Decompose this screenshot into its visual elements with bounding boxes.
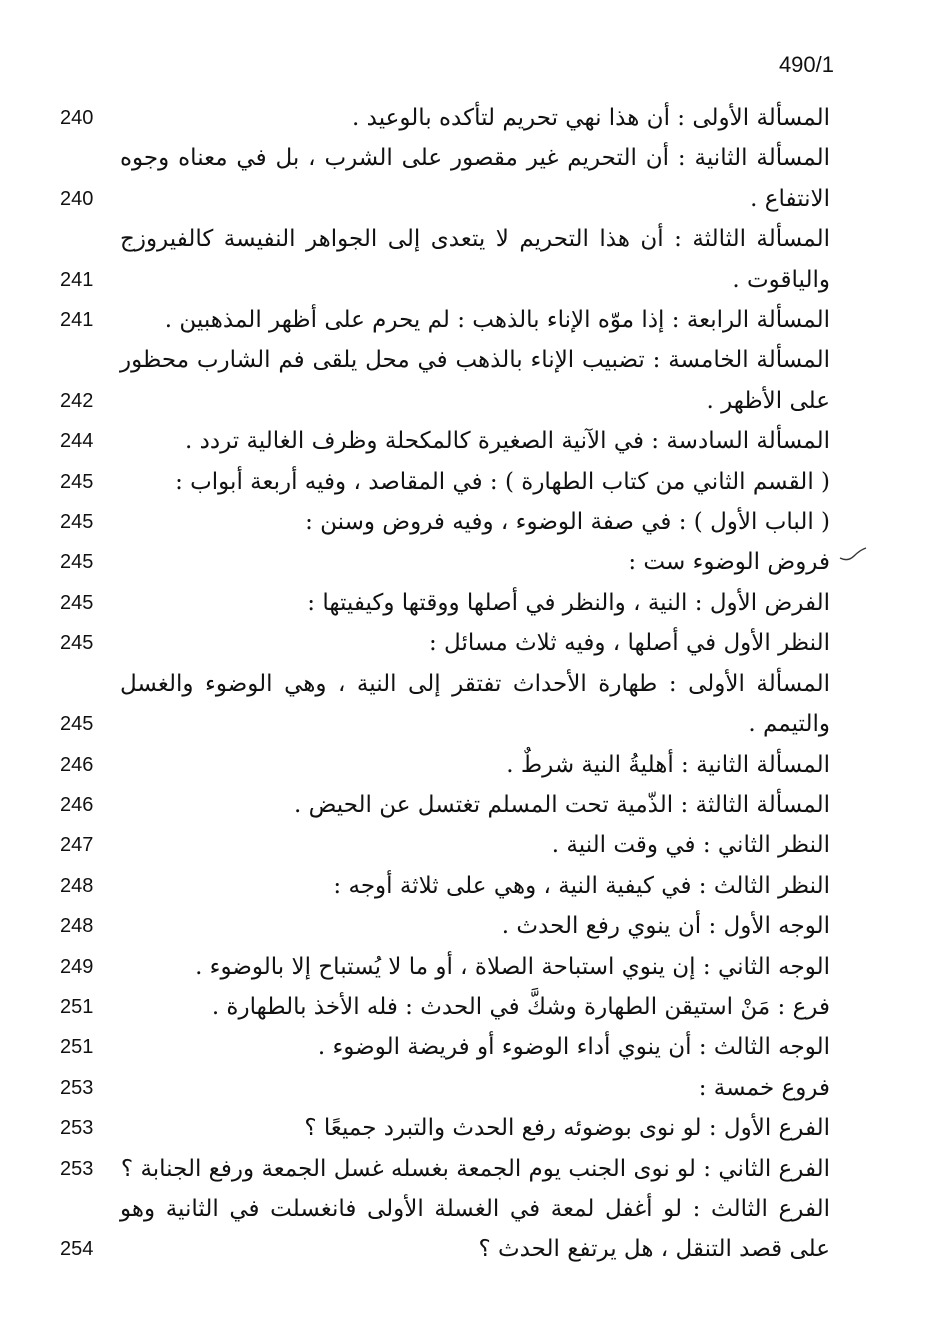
toc-entry [60,987,830,1027]
toc-entry-text: المسألة الأولى : طهارة الأحداث تفتقر إلى النية ، وهي الوضوء والغسل والتيمم . [120,670,830,738]
toc-entry [60,98,830,138]
toc-entry-text: الوجه الثالث : أن ينوي أداء الوضوء أو فريضة الوضوء . [317,1034,830,1061]
toc-entry-page-number: 247 [60,834,94,857]
toc-entry [60,906,830,946]
toc-entry-text: المسألة الثالثة : الذّمية تحت المسلم تغتسل عن الحيض . [293,791,830,818]
toc-entry-text: النظر الثاني : في وقت النية . [551,832,830,859]
toc-entry [60,502,830,542]
toc-entry [60,745,830,785]
table-of-contents [60,98,830,1270]
toc-entry-text: الفرع الثالث : لو أغفل لمعة في الغسلة الأولى فانغسلت في الثانية وهو على قصد التنقل ، هل يرتفع الحدث ؟ [120,1195,830,1263]
toc-entry-page-number: 254 [60,1238,94,1261]
toc-entry-page-number: 240 [60,107,94,129]
toc-entry-page-number: 251 [60,1036,94,1059]
toc-entry-page-number: 241 [60,268,94,291]
page-reference: 490/1 [778,52,834,77]
toc-entry [60,866,830,906]
toc-entry-page-number: 245 [60,713,94,736]
toc-entry [60,1068,830,1108]
toc-entry [60,300,830,340]
toc-entry-page-number: 240 [60,187,94,210]
toc-entry-text: فرع : مَنْ استيقن الطهارة وشكَّ في الحدث : فله الأخذ بالطهارة . [211,993,830,1020]
toc-entry [60,583,830,623]
toc-entry [60,138,830,219]
toc-entry [60,462,830,502]
toc-entry-page-number: 248 [60,874,94,897]
toc-entry-text: ( الباب الأول ) : في صفة الوضوء ، وفيه فروض وسنن : [305,509,830,536]
toc-entry-page-number: 249 [60,955,94,978]
toc-entry-text: النظر الأول في أصلها ، وفيه ثلاث مسائل : [428,630,830,657]
toc-entry [60,825,830,865]
toc-entry-text: فروع خمسة : [698,1074,830,1101]
toc-entry-text: المسألة السادسة : في الآنية الصغيرة كالمكحلة وظرف الغالية تردد . [184,428,830,455]
toc-entry-page-number: 242 [60,389,94,412]
toc-entry [60,1108,830,1148]
toc-entry-page-number: 246 [60,793,94,816]
toc-entry [60,1149,830,1189]
margin-check-mark [838,544,868,564]
toc-entry [60,1189,830,1270]
toc-entry-text: الفرع الأول : لو نوى بوضوئه رفع الحدث والتبرد جميعًا ؟ [304,1115,830,1142]
toc-entry [60,664,830,745]
toc-entry-text: الوجه الثاني : إن ينوي استباحة الصلاة ، أو ما لا يُستباح إلا بالوضوء . [195,953,830,980]
toc-entry-page-number: 253 [60,1076,94,1099]
toc-entry-page-number: 248 [60,915,94,938]
toc-entry-page-number: 245 [60,470,94,493]
toc-entry-text: المسألة الخامسة : تضبيب الإناء بالذهب في محل يلقى فم الشارب محظور على الأظهر . [120,347,830,414]
toc-entry-page-number: 251 [60,995,94,1018]
toc-entry [60,623,830,663]
toc-entry-text: الفرض الأول : النية ، والنظر في أصلها ووقتها وكيفيتها : [307,589,830,616]
toc-entry-page-number: 246 [60,753,94,776]
toc-entry-page-number: 253 [60,1117,94,1140]
toc-entry [60,542,830,582]
toc-entry-text: المسألة الثانية : أن التحريم غير مقصور على الشرب ، بل في معناه وجوه الانتفاع . [120,145,830,212]
toc-entry-text: ( القسم الثاني من كتاب الطهارة ) : في المقاصد ، وفيه أربعة أبواب : [175,468,830,495]
toc-entry-text: المسألة الأولى : أن هذا نهي تحريم لتأكده بالوعيد . [352,105,830,131]
toc-entry-page-number: 241 [60,309,94,332]
toc-entry-page-number: 245 [60,511,94,534]
toc-entry-text: المسألة الثانية : أهليةُ النية شرطٌ . [506,751,830,778]
toc-entry [60,421,830,461]
toc-entry-page-number: 244 [60,430,94,453]
toc-entry-text: النظر الثالث : في كيفية النية ، وهي على ثلاثة أوجه : [333,872,830,899]
toc-entry [60,1027,830,1067]
toc-entry-text: المسألة الرابعة : إذا موّه الإناء بالذهب : لم يحرم على أظهر المذهبين . [164,307,830,334]
toc-entry [60,340,830,421]
toc-entry [60,785,830,825]
toc-entry-page-number: 245 [60,632,94,655]
toc-entry-text: الوجه الأول : أن ينوي رفع الحدث . [501,913,830,940]
toc-entry-text: فروض الوضوء ست : [628,549,830,576]
toc-entry [60,947,830,987]
toc-entry-page-number: 245 [60,551,94,574]
toc-entry-text: الفرع الثاني : لو نوى الجنب يوم الجمعة بغسله غسل الجمعة ورفع الجنابة ؟ [120,1155,830,1182]
toc-entry-text: المسألة الثالثة : أن هذا التحريم لا يتعدى إلى الجواهر النفيسة كالفيروزج والياقوت . [120,226,830,293]
toc-entry [60,219,830,300]
toc-entry-page-number: 245 [60,591,94,614]
toc-entry-page-number: 253 [60,1157,94,1180]
